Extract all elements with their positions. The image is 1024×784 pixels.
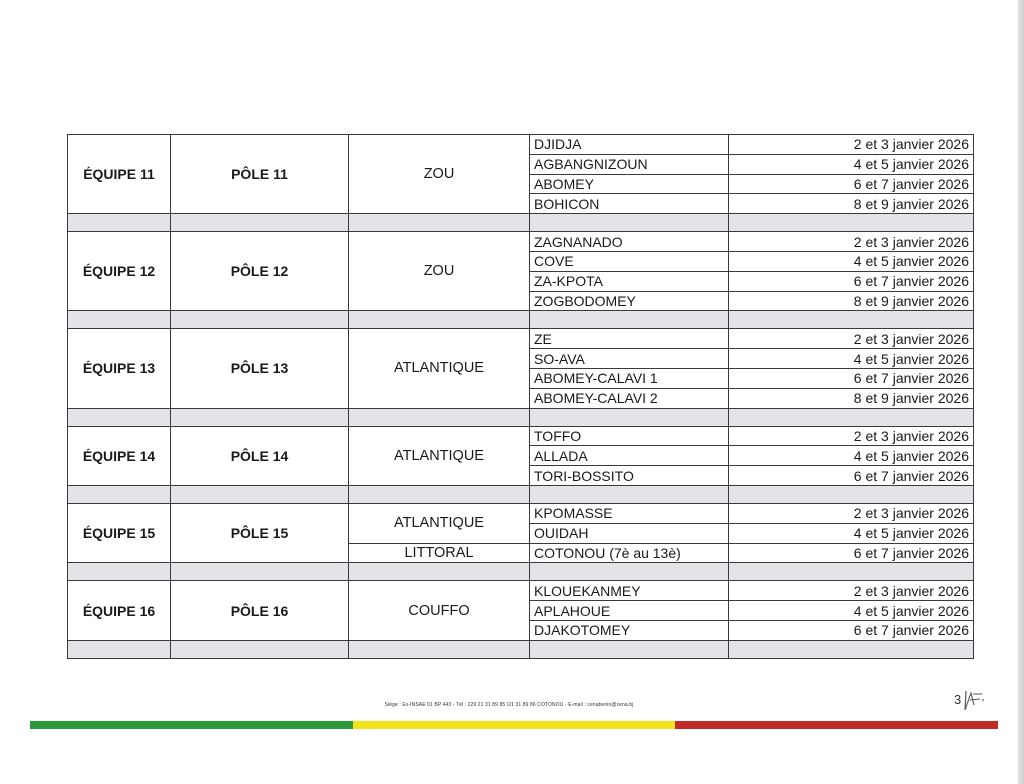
table-row bbox=[68, 503, 974, 523]
schedule-table bbox=[67, 134, 974, 659]
separator-row bbox=[68, 485, 974, 503]
separator-row bbox=[68, 408, 974, 426]
footer-address: Siège : Ex-INSAE 01 BP 443 - Tél : 229 21 31 89 85 /21 31 89 86 COTONOU - E-mail : cenabenin@cena.bj bbox=[384, 702, 634, 708]
separator-cell bbox=[530, 563, 729, 581]
equipe-cell: ÉQUIPE 15 bbox=[68, 503, 171, 562]
separator-cell bbox=[349, 408, 530, 426]
department-cell: ATLANTIQUE bbox=[349, 503, 530, 543]
separator-cell bbox=[729, 563, 974, 581]
date-cell: 6 et 7 janvier 2026 bbox=[729, 543, 974, 563]
date-cell: 6 et 7 janvier 2026 bbox=[729, 620, 974, 640]
date-cell: 8 et 9 janvier 2026 bbox=[729, 388, 974, 408]
date-cell: 8 et 9 janvier 2026 bbox=[729, 291, 974, 311]
date-cell: 2 et 3 janvier 2026 bbox=[729, 329, 974, 349]
pole-cell: PÔLE 14 bbox=[171, 426, 349, 485]
date-cell: 4 et 5 janvier 2026 bbox=[729, 523, 974, 543]
separator-cell bbox=[349, 311, 530, 329]
separator-cell bbox=[729, 408, 974, 426]
flag-green bbox=[30, 721, 353, 729]
pole-cell: PÔLE 13 bbox=[171, 329, 349, 408]
department-cell: ATLANTIQUE bbox=[349, 426, 530, 485]
date-cell: 4 et 5 janvier 2026 bbox=[729, 349, 974, 369]
separator-cell bbox=[729, 311, 974, 329]
date-cell: 2 et 3 janvier 2026 bbox=[729, 232, 974, 252]
separator-row bbox=[68, 563, 974, 581]
separator-cell bbox=[349, 640, 530, 658]
separator-cell bbox=[171, 640, 349, 658]
date-cell: 2 et 3 janvier 2026 bbox=[729, 503, 974, 523]
separator-row bbox=[68, 640, 974, 658]
separator-cell bbox=[349, 563, 530, 581]
equipe-cell: ÉQUIPE 11 bbox=[68, 135, 171, 214]
commune-cell: KLOUEKANMEY bbox=[530, 581, 729, 601]
separator-row bbox=[68, 214, 974, 232]
department-cell: ZOU bbox=[349, 232, 530, 311]
date-cell: 2 et 3 janvier 2026 bbox=[729, 426, 974, 446]
separator-cell bbox=[530, 214, 729, 232]
department-cell: ATLANTIQUE bbox=[349, 329, 530, 408]
scan-edge bbox=[1018, 0, 1024, 784]
commune-cell: DJAKOTOMEY bbox=[530, 620, 729, 640]
date-cell: 4 et 5 janvier 2026 bbox=[729, 601, 974, 621]
equipe-cell: ÉQUIPE 16 bbox=[68, 581, 171, 640]
separator-cell bbox=[530, 485, 729, 503]
commune-cell: TORI-BOSSITO bbox=[530, 466, 729, 486]
page-number: 3 bbox=[954, 692, 962, 707]
commune-cell: ABOMEY-CALAVI 1 bbox=[530, 368, 729, 388]
commune-cell: AGBANGNIZOUN bbox=[530, 154, 729, 174]
commune-cell: APLAHOUE bbox=[530, 601, 729, 621]
table-row bbox=[68, 329, 974, 349]
equipe-cell: ÉQUIPE 14 bbox=[68, 426, 171, 485]
pole-cell: PÔLE 12 bbox=[171, 232, 349, 311]
separator-cell bbox=[171, 485, 349, 503]
date-cell: 6 et 7 janvier 2026 bbox=[729, 271, 974, 291]
separator-cell bbox=[68, 408, 171, 426]
separator-cell bbox=[349, 485, 530, 503]
national-flag-stripe bbox=[30, 721, 998, 729]
date-cell: 2 et 3 janvier 2026 bbox=[729, 581, 974, 601]
separator-cell bbox=[530, 640, 729, 658]
date-cell: 8 et 9 janvier 2026 bbox=[729, 194, 974, 214]
equipe-cell: ÉQUIPE 13 bbox=[68, 329, 171, 408]
separator-row bbox=[68, 311, 974, 329]
table-row bbox=[68, 581, 974, 601]
pole-cell: PÔLE 16 bbox=[171, 581, 349, 640]
commune-cell: SO-AVA bbox=[530, 349, 729, 369]
commune-cell: ZA-KPOTA bbox=[530, 271, 729, 291]
commune-cell: ZOGBODOMEY bbox=[530, 291, 729, 311]
date-cell: 6 et 7 janvier 2026 bbox=[729, 174, 974, 194]
initials-signature bbox=[962, 688, 986, 714]
commune-cell: KPOMASSE bbox=[530, 503, 729, 523]
commune-cell: DJIDJA bbox=[530, 135, 729, 155]
commune-cell: OUIDAH bbox=[530, 523, 729, 543]
commune-cell: TOFFO bbox=[530, 426, 729, 446]
date-cell: 2 et 3 janvier 2026 bbox=[729, 135, 974, 155]
separator-cell bbox=[68, 485, 171, 503]
commune-cell: ALLADA bbox=[530, 446, 729, 466]
separator-cell bbox=[171, 311, 349, 329]
commune-cell: ABOMEY-CALAVI 2 bbox=[530, 388, 729, 408]
date-cell: 6 et 7 janvier 2026 bbox=[729, 466, 974, 486]
pole-cell: PÔLE 11 bbox=[171, 135, 349, 214]
separator-cell bbox=[68, 214, 171, 232]
separator-cell bbox=[729, 485, 974, 503]
date-cell: 4 et 5 janvier 2026 bbox=[729, 251, 974, 271]
date-cell: 6 et 7 janvier 2026 bbox=[729, 368, 974, 388]
commune-cell: COTONOU (7è au 13è) bbox=[530, 543, 729, 563]
table-row bbox=[68, 135, 974, 155]
pole-cell: PÔLE 15 bbox=[171, 503, 349, 562]
separator-cell bbox=[171, 408, 349, 426]
separator-cell bbox=[68, 311, 171, 329]
commune-cell: BOHICON bbox=[530, 194, 729, 214]
department-cell: ZOU bbox=[349, 135, 530, 214]
commune-cell: COVE bbox=[530, 251, 729, 271]
date-cell: 4 et 5 janvier 2026 bbox=[729, 154, 974, 174]
table-row bbox=[68, 232, 974, 252]
flag-yellow bbox=[353, 721, 676, 729]
flag-red bbox=[675, 721, 998, 729]
separator-cell bbox=[729, 640, 974, 658]
separator-cell bbox=[530, 408, 729, 426]
separator-cell bbox=[171, 563, 349, 581]
date-cell: 4 et 5 janvier 2026 bbox=[729, 446, 974, 466]
separator-cell bbox=[530, 311, 729, 329]
separator-cell bbox=[349, 214, 530, 232]
commune-cell: ZE bbox=[530, 329, 729, 349]
table-row bbox=[68, 426, 974, 446]
department-cell: LITTORAL bbox=[349, 543, 530, 563]
separator-cell bbox=[68, 640, 171, 658]
commune-cell: ZAGNANADO bbox=[530, 232, 729, 252]
separator-cell bbox=[171, 214, 349, 232]
department-cell: COUFFO bbox=[349, 581, 530, 640]
separator-cell bbox=[68, 563, 171, 581]
commune-cell: ABOMEY bbox=[530, 174, 729, 194]
equipe-cell: ÉQUIPE 12 bbox=[68, 232, 171, 311]
separator-cell bbox=[729, 214, 974, 232]
